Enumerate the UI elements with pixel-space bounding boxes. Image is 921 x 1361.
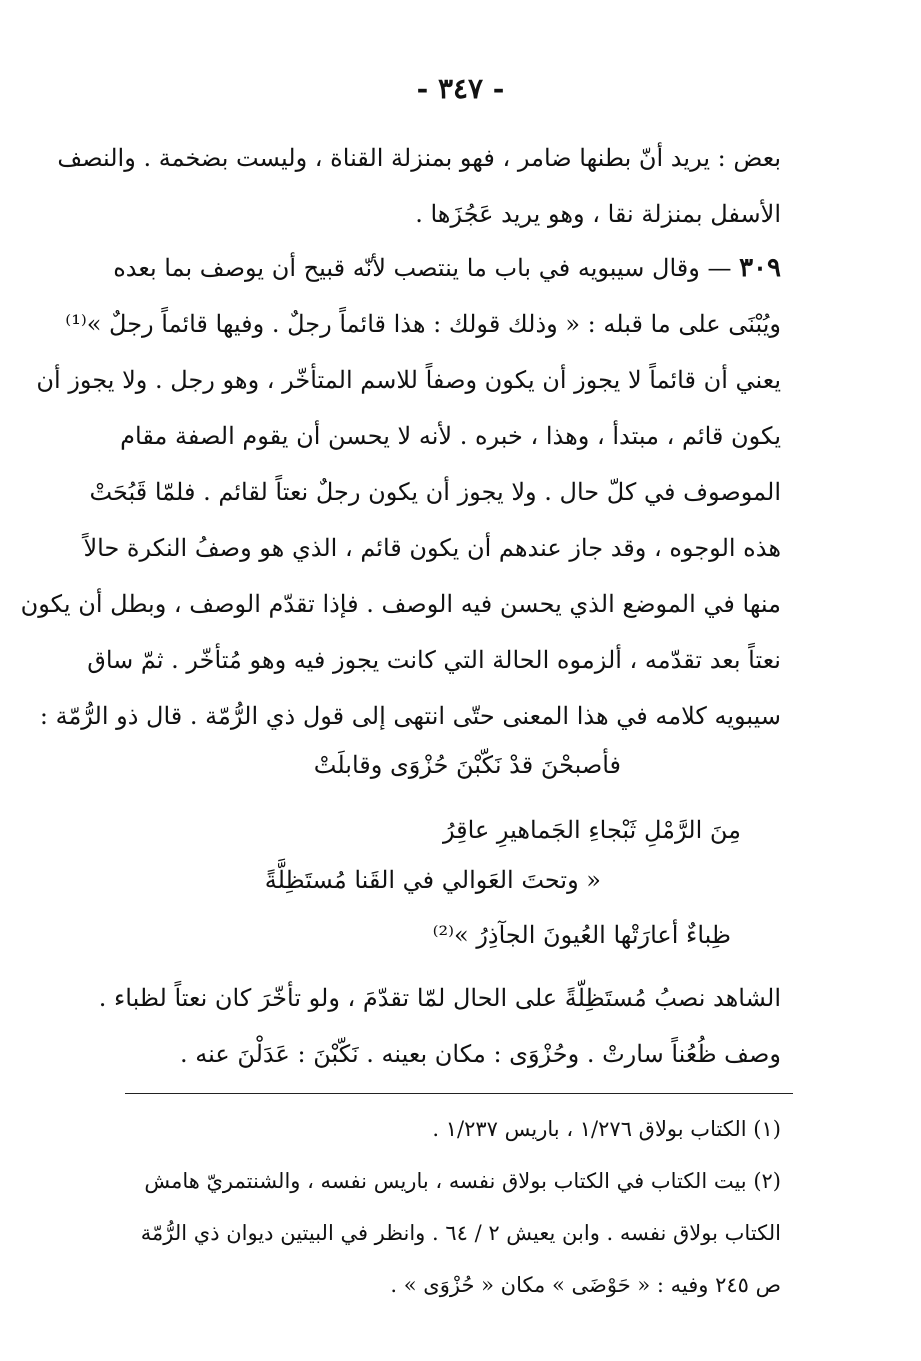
paragraph-number: ٣٠٩ [739, 253, 781, 283]
paragraph-309 [20, 240, 781, 744]
paragraph-line: منها في الموضع الذي يحسن فيه الوصف . فإذا تقدّم الوصف ، وبطل أن يكون [20, 590, 781, 618]
footnote-divider [125, 1093, 793, 1094]
paragraph-line: بعض : يريد أنّ بطنها ضامر ، فهو بمنزلة القناة ، وليست بضخمة . والنصف [57, 144, 781, 172]
verse-line: « وتحتَ العَوالي في القَنا مُستَظِلَّةً [264, 866, 601, 894]
footnote-line: (٢) بيت الكتاب في الكتاب بولاق نفسه ، باريس نفسه ، والشنتمريّ هامش [144, 1169, 781, 1193]
paragraph-line: الشاهد نصبُ مُستَظِلّةً على الحال لمّا تقدّمَ ، ولو تأخّرَ كان نعتاً لظباء . [98, 984, 781, 1012]
paragraph-line-text: — وقال سيبويه في باب ما ينتصب لأنّه قبيح أن يوصف بما بعده [113, 254, 732, 282]
paragraph-line: ويُبْنَى على ما قبله : « وذلك قولك : هذا قائماً رجلٌ . وفيها قائماً رجلٌ »⁽¹⁾ [65, 310, 781, 338]
paragraph-line: سيبويه كلامه في هذا المعنى حتّى انتهى إلى قول ذي الرُّمّة . قال ذو الرُّمّة : [39, 702, 781, 730]
paragraph-line: يكون قائم ، مبتدأ ، وهذا ، خبره . لأنه لا يحسن أن يقوم الصفة مقام [120, 422, 781, 450]
paragraph-commentary [98, 970, 781, 1082]
paragraph-first-line [113, 240, 781, 296]
verse-line: ظِباءٌ أعارَتْها العُيونَ الجآذِرُ »⁽²⁾ [432, 921, 731, 949]
page-number: - ٣٤٧ - [416, 72, 505, 105]
paragraph-line: وصف ظُعُناً سارتْ . وحُزْوَى : مكان بعينه . نَكّبْنَ : عَدَلْنَ عنه . [180, 1040, 781, 1068]
footnote-line: الكتاب بولاق نفسه . وابن يعيش ٢ / ٦٤ . وانظر في البيتين ديوان ذي الرُّمّة [140, 1221, 781, 1245]
verse-line: مِنَ الرَّمْلِ ثَبْجاءِ الجَماهيرِ عاقِرُ [442, 816, 741, 844]
paragraph-line: الموصوف في كلّ حال . ولا يجوز أن يكون رجلٌ نعتاً لقائم . فلمّا قَبُحَتْ [89, 478, 781, 506]
paragraph-line: نعتاً بعد تقدّمه ، ألزموه الحالة التي كانت يجوز فيه وهو مُتأخّر . ثمّ ساق [87, 646, 781, 674]
verse-line: فأصبحْنَ قدْ نَكّبْنَ حُزْوَى وقابلَتْ [313, 751, 621, 779]
footnotes [136, 1103, 781, 1311]
paragraph-continuation [57, 130, 781, 242]
paragraph-line: يعني أن قائماً لا يجوز أن يكون وصفاً للاسم المتأخّر ، وهو رجل . ولا يجوز أن [36, 366, 781, 394]
footnote-line: ص ٢٤٥ وفيه : « حَوْضَى » مكان « حُزْوَى » . [390, 1273, 781, 1297]
footnote-line: (١) الكتاب بولاق ١/٢٧٦ ، باريس ١/٢٣٧ . [432, 1117, 781, 1141]
paragraph-line: الأسفل بمنزلة نقا ، وهو يريد عَجُزَها . [415, 200, 781, 228]
paragraph-line: هذه الوجوه ، وقد جاز عندهم أن يكون قائم ، الذي هو وصفُ النكرة حالاً [83, 534, 781, 562]
